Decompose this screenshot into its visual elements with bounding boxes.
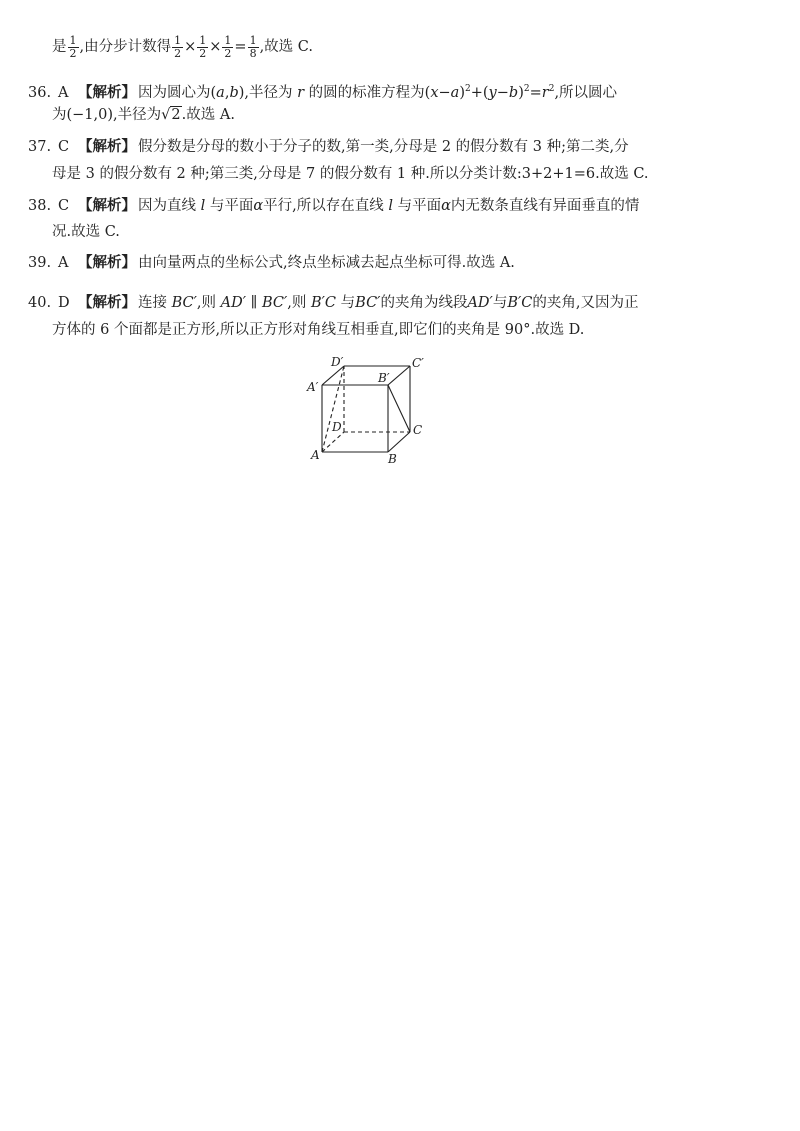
q40-line-1: 40. D 【解析】 连接 BC′,则 AD′ ∥ BC′,则 B′C 与BC′的夹角为线段AD′与B′C的夹角,又因为正 [28, 292, 768, 314]
analysis-tag: 【解析】 [78, 139, 136, 155]
answer-letter: C [58, 198, 70, 214]
label-b1: B′ [378, 371, 390, 385]
q36-line-1: 36. A 【解析】 因为圆心为(a,b),半径为 r 的圆的标准方程为$(x-a)^2+(y-b)^2=r^2$,所以圆心 [28, 78, 768, 104]
label-c1: C′ [412, 356, 424, 370]
analysis-tag: 【解析】 [78, 198, 136, 214]
question-number: 40. [28, 295, 52, 311]
label-c: C [413, 423, 423, 437]
label-a1: A′ [307, 380, 319, 394]
answer-letter: C [58, 139, 70, 155]
hidden-edge-ad [322, 432, 344, 452]
q38-line-1: 38. C 【解析】 因为直线 l 与平面α平行,所以存在直线 l 与平面α内无数条直线有异面垂直的情 [28, 195, 768, 217]
analysis-tag: 【解析】 [78, 84, 136, 101]
edge-b1c1 [388, 366, 410, 385]
fraction-half: $\frac{1}{2}$ [224, 33, 232, 60]
q37-line-1: 37. C 【解析】 假分数是分母的数小于分子的数,第一类,分母是 2 的假分数有 3 种;第二类,分 [28, 136, 768, 158]
label-d1: D′ [331, 355, 344, 369]
fraction-half: $\frac{1}{2}$ [199, 33, 207, 60]
fraction-eighth: $\frac{1}{8}$ [249, 33, 257, 60]
q35-text-a: 是 [52, 39, 67, 55]
label-b: B [388, 452, 397, 466]
question-number: 36. [28, 84, 52, 101]
answer-letter: D [58, 295, 70, 311]
q36-line-2: 为(−1,0),半径为√2.故选 A. [52, 107, 235, 123]
analysis-tag: 【解析】 [78, 295, 136, 311]
q40-line-2: 方体的 6 个面都是正方形,所以正方形对角线互相垂直,即它们的夹角是 90°.故选 D. [52, 322, 585, 338]
q35-text-c: ,故选 C. [259, 39, 313, 55]
answer-letter: A [58, 84, 69, 101]
sqrt-symbol: √ [161, 107, 171, 123]
question-number: 39. [28, 255, 52, 271]
hidden-diagonal-ad1 [322, 366, 344, 452]
question-number: 38. [28, 198, 52, 214]
fraction-half: $\frac{1}{2}$ [69, 33, 77, 60]
label-a: A [311, 448, 320, 462]
label-d: D [332, 420, 342, 434]
q37-line-2: 母是 3 的假分数有 2 种;第三类,分母是 7 的假分数有 1 种.所以分类计数:3+2+1=6.故选 C. [52, 166, 649, 182]
q35-text-b: ,由分步计数得 [79, 39, 172, 55]
q39-line-1: 39. A 【解析】 由向量两点的坐标公式,终点坐标减去起点坐标可得.故选 A. [28, 252, 768, 274]
q35-line: 是 $\frac{1}{2}$ ,由分步计数得 $\frac{1}{2}$ × $\frac{1}{2}$ × $\frac{1}{2}$ = $\frac{1}{8}$ ,故选 C. [52, 33, 313, 60]
diagonal-b1c [388, 385, 410, 432]
fraction-half: $\frac{1}{2}$ [174, 33, 182, 60]
question-number: 37. [28, 139, 52, 155]
answer-letter: A [58, 255, 69, 271]
q38-line-2: 况.故选 C. [52, 224, 120, 240]
analysis-tag: 【解析】 [78, 255, 136, 271]
edge-bc [388, 432, 410, 452]
